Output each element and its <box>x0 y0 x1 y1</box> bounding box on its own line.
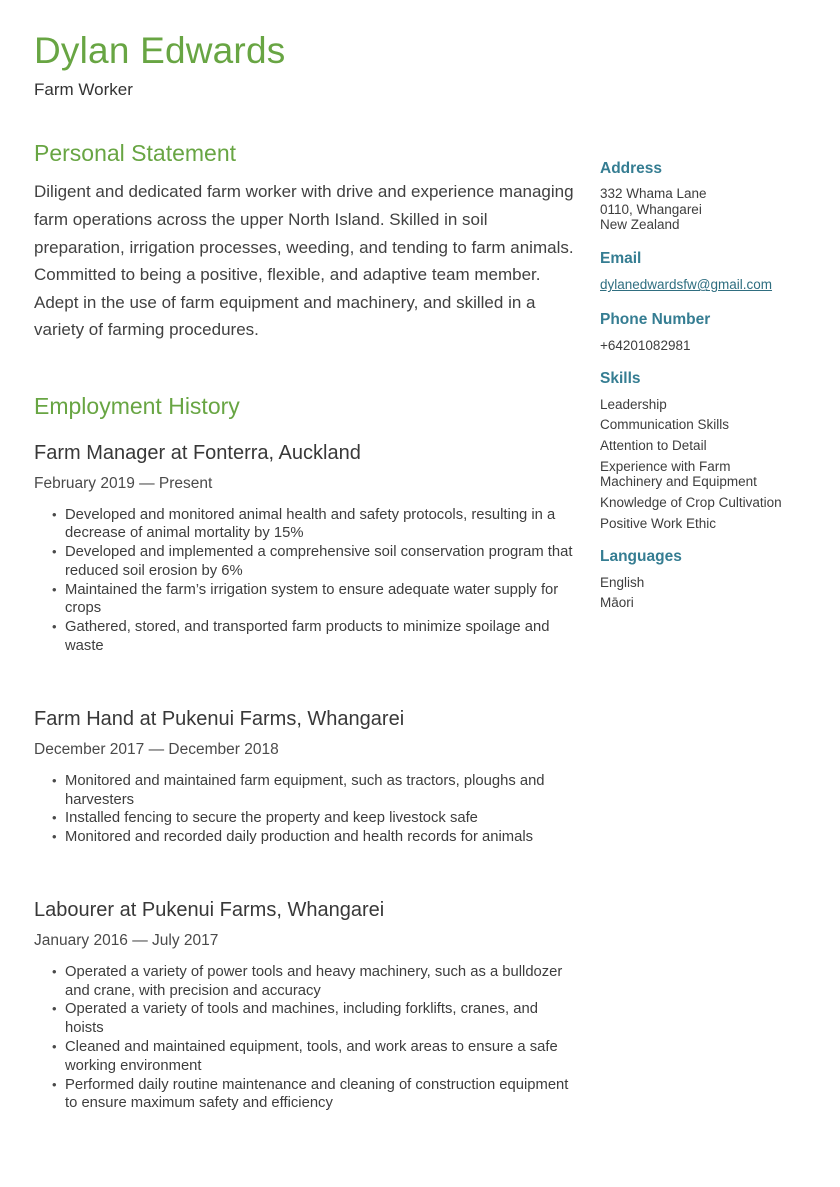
bullet-item: • Operated a variety of tools and machines, including forklifts, cranes, and hoists <box>52 1000 574 1038</box>
email-group <box>600 249 796 294</box>
job-title: Farm Manager at Fonterra, Auckland <box>34 441 361 464</box>
phone-heading: Phone Number <box>600 311 711 329</box>
phone-number: +64201082981 <box>600 337 691 353</box>
address-line: 0110, Whangarei <box>600 201 702 217</box>
bullet-item: • Performed daily routine maintenance and cleaning of construction equipment to ensure maximum safety and efficiency <box>52 1076 574 1114</box>
skill-item: Positive Work Ethic <box>600 515 717 531</box>
skill-item: Experience with Farm Machinery and Equipment <box>600 458 757 490</box>
languages-group <box>600 547 796 611</box>
bullet-item: • Monitored and maintained farm equipment, such as tractors, ploughs and harvesters <box>52 772 574 810</box>
skills-heading: Skills <box>600 370 641 388</box>
phone-group <box>600 310 796 353</box>
resume-header <box>34 30 796 100</box>
personal-statement-section <box>34 139 574 344</box>
skill-item: Communication Skills <box>600 417 730 433</box>
resume-job-title: Farm Worker <box>34 79 133 99</box>
bullet-item: • Installed fencing to secure the property and keep livestock safe <box>52 809 574 828</box>
skill-item: Knowledge of Crop Cultivation <box>600 494 782 510</box>
languages-list <box>600 575 796 611</box>
skill-item: Attention to Detail <box>600 437 707 453</box>
languages-heading: Languages <box>600 548 682 566</box>
bullet-item: • Developed and implemented a comprehensive soil conservation program that reduced soil erosion by 6% <box>52 543 574 581</box>
sidebar-column <box>600 139 796 1114</box>
resume-name: Dylan Edwards <box>34 30 286 71</box>
email-link[interactable]: dylanedwardsfw@gmail.com <box>600 277 773 293</box>
job-title: Labourer at Pukenui Farms, Whangarei <box>34 898 385 921</box>
employment-history-section <box>34 392 574 1114</box>
skills-list <box>600 397 796 532</box>
job-dates: February 2019 — Present <box>34 474 213 492</box>
job-bullets <box>34 963 574 1113</box>
bullet-item: • Developed and monitored animal health and safety protocols, resulting in a decrease of animal mortality by 15% <box>52 506 574 544</box>
employment-jobs <box>34 440 574 1114</box>
bullet-item: • Maintained the farm’s irrigation system to ensure adequate water supply for crops <box>52 581 574 619</box>
bullet-item: • Cleaned and maintained equipment, tools, and work areas to ensure a safe working environment <box>52 1038 574 1076</box>
job-entry <box>34 897 574 1113</box>
language-item: English <box>600 574 645 590</box>
job-dates: January 2016 — July 2017 <box>34 931 219 949</box>
content-columns <box>34 139 796 1114</box>
bullet-item: • Operated a variety of power tools and heavy machinery, such as a bulldozer and crane, with precision and accuracy <box>52 963 574 1001</box>
address-heading: Address <box>600 159 663 177</box>
email-heading: Email <box>600 249 642 267</box>
address-group <box>600 159 796 233</box>
address-line: New Zealand <box>600 217 680 233</box>
bullet-item: • Monitored and recorded daily production and health records for animals <box>52 828 574 847</box>
personal-statement-heading: Personal Statement <box>34 139 237 166</box>
job-bullets <box>34 772 574 847</box>
job-entry <box>34 440 574 656</box>
job-bullets <box>34 506 574 656</box>
skill-item: Leadership <box>600 396 667 412</box>
job-title: Farm Hand at Pukenui Farms, Whangarei <box>34 707 405 730</box>
language-item: Māori <box>600 595 634 611</box>
address-line: 332 Whama Lane <box>600 185 707 201</box>
skills-group <box>600 369 796 531</box>
job-dates: December 2017 — December 2018 <box>34 740 279 758</box>
employment-history-heading: Employment History <box>34 392 240 419</box>
main-column <box>34 139 574 1114</box>
job-entry <box>34 706 574 847</box>
personal-statement-body: Diligent and dedicated farm worker with drive and experience managing farm operations across the upper North Island. Skilled in soil preparation, irrigation processes, weeding, and tending to farm animals. Committed to being a positive, flexible, and adaptive team member. Adept in the use of farm equipment and machinery, and skilled in a variety of farming procedures. <box>34 182 574 340</box>
address-lines <box>600 186 796 233</box>
bullet-item: • Gathered, stored, and transported farm products to minimize spoilage and waste <box>52 618 574 656</box>
